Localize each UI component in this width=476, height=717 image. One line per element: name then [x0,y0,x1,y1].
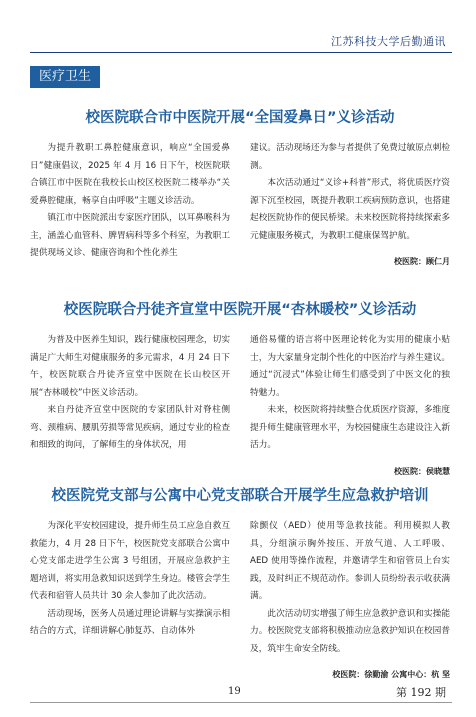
issue-number: 第 192 期 [396,686,446,699]
article-left-column [30,140,230,271]
paragraph-continued: 除颤仪（AED）使用等急救技能。利用模拟人教具，分组演示胸外按压、开放气道、人工呼吸、AED 使用等操作流程，并邀请学生和宿管员上台实践，及时纠正不规范动作。参训人员纷纷表示收获满满。 [250,521,450,601]
section-tag: 医疗卫生 [30,66,100,88]
article-title: 校医院党支部与公寓中心党支部联合开展学生应急救护培训 [51,488,429,504]
footer-divider [30,702,452,703]
paragraph: 来自丹徒齐宣堂中医院的专家团队针对脊柱侧弯、颈椎病、腰肌劳损等常见疾病，通过专业的检查和细致的询问，了解师生的身体状况，用 [30,405,230,450]
article-credit: 校医院：侯晓慧 [394,466,450,476]
paragraph: 此次活动切实增强了师生应急救护意识和实操能力。校医院党支部将积极推动应急救护知识在校园普及，筑牢生命安全防线。 [250,608,450,654]
paragraph-continued: 通俗易懂的语言将中医理论转化为实用的健康小贴士，为大家量身定制个性化的中医治疗与养生建议。通过“沉浸式”体验让师生们感受到了中医文化的独特魅力。 [250,335,450,398]
article-credit: 校医院：顾仁月 [394,257,450,266]
paragraph: 未来，校医院将持续整合优质医疗资源，多维度提升师生健康管理水平，为校园健康生态建设注入新活力。 [250,405,450,450]
page-header [0,0,476,60]
paragraph: 本次活动通过“义诊+科普”形式，将优质医疗资源下沉至校园，既提升教职工疾病预防意识，也搭建起校医院协作的便民桥梁。未来校医院将持续探索多元健康服务模式，为教职工健康保驾护航。 [250,178,450,241]
article-left-column [30,518,230,684]
article-xinglin [30,300,450,480]
paragraph-continued: 建议。活动现场还为参与者提供了免费过敏原点刺检测。 [250,143,450,171]
publication-title: 江苏科技大学后勤通讯 [331,35,446,48]
paragraph: 活动现场，医务人员通过理论讲解与实操演示相结合的方式，详细讲解心肺复苏、自动体外 [30,608,230,636]
page-number: 19 [228,686,241,697]
article-left-column [30,332,230,480]
paragraph: 为深化平安校园建设，提升师生员工应急自救互救能力，4 月 28 日下午，校医院党支部联合公寓中心党支部走进学生公寓 3 号组团，开展应急救护主题培训，将实用急救知识送到学生身边。楼管会学生代表和宿管人员共计 30 余人参加了此次活动。 [30,521,230,601]
article-first-aid [30,486,450,684]
paragraph: 为提升教职工鼻腔健康意识，响应“全国爱鼻日”健康倡议，2025 年 4 月 16 日下午，校医院联合镇江市中医院在我校长山校区校医院二楼举办“关爱鼻腔健康，畅享自由呼吸”主题义诊活动。 [30,143,230,206]
paragraph: 为普及中医养生知识，践行健康校园理念，切实满足广大师生对健康服务的多元需求，4 月 24 日下午，校医院联合丹徒齐宣堂中医院在长山校区开展“杏林暖校”中医义诊活动。 [30,335,230,398]
article-title: 校医院联合市中医院开展“全国爱鼻日”义诊活动 [85,110,395,126]
article-right-column [250,140,450,271]
paragraph: 镇江市中医院派出专家医疗团队，以耳鼻喉科为主，涵盖心血管科、脾胃病科等多个科室，为教职工提供现场义诊、健康咨询和个性化养生 [30,213,230,258]
header-divider [30,52,452,53]
article-credit: 校医院：徐勤渝 公寓中心：杭 坚 [332,670,450,679]
article-right-column [250,332,450,480]
article-nose-day [30,108,450,271]
article-title: 校医院联合丹徒齐宣堂中医院开展“杏林暖校”义诊活动 [63,302,417,318]
article-right-column [250,518,450,684]
